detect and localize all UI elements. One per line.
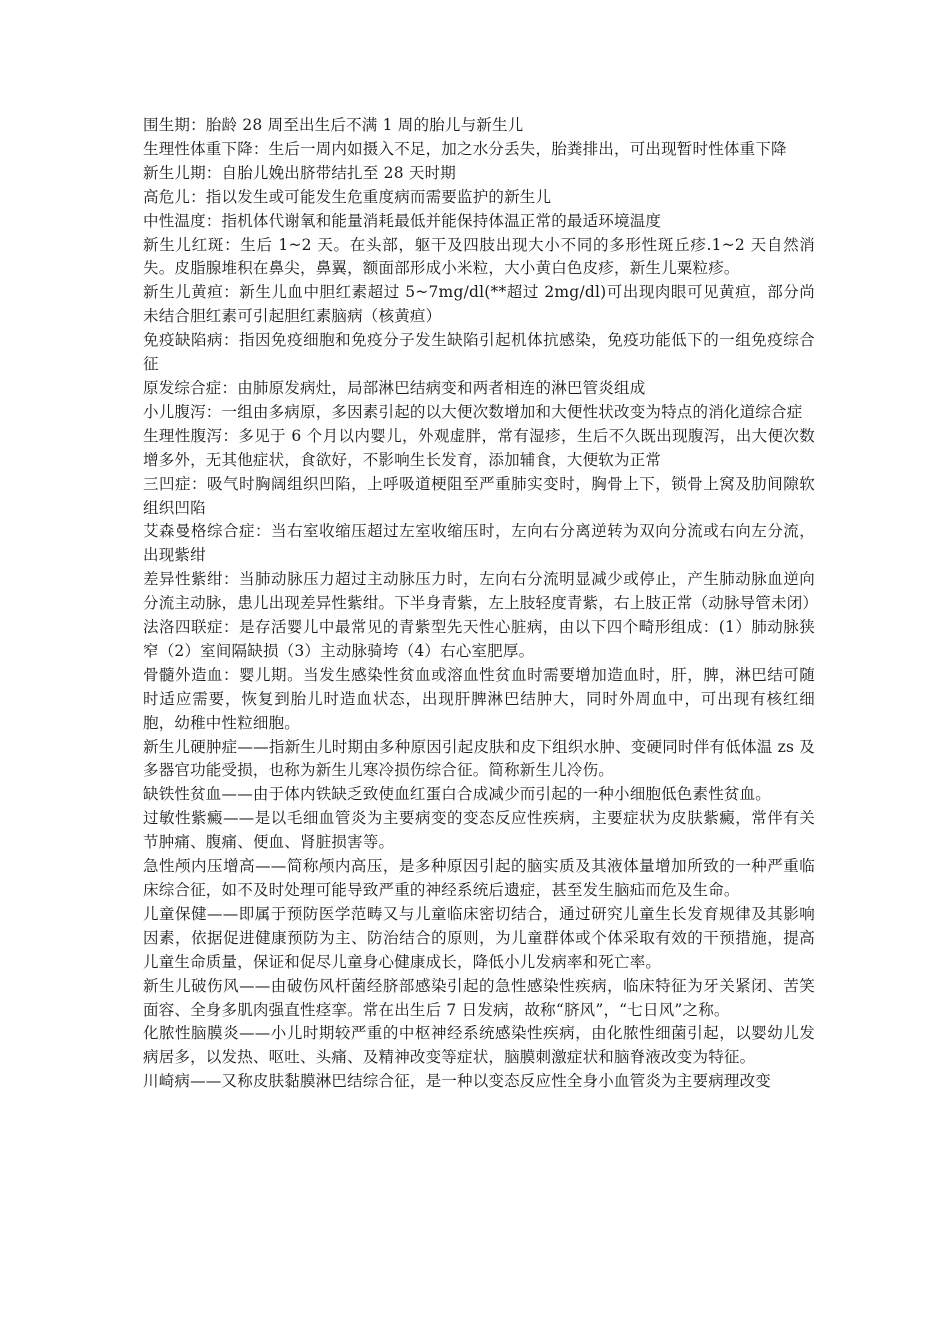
glossary-entry: 高危儿：指以发生或可能发生危重度病而需要监护的新生儿 (143, 187, 552, 206)
glossary-entry: 儿童保健——即属于预防医学范畴又与儿童临床密切结合，通过研究儿童生长发育规律及其影响因素，依据促进健康预防为主、防治结合的原则，为儿童群体或个体采取有效的干预措施，提高儿童生命质量，保证和促尽儿童身心健康成长，降低小儿发病率和死亡率。 (143, 904, 815, 971)
glossary-entry: 法洛四联症：是存活婴儿中最常见的青紫型先天性心脏病，由以下四个畸形组成：(1）肺动脉狭窄（2）室间隔缺损（3）主动脉骑垮（4）右心室肥厚。 (143, 618, 815, 660)
glossary-entry: 生理性腹泻：多见于 6 个月以内婴儿，外观虚胖，常有湿疹，生后不久既出现腹泻，出大便次数增多外，无其他症状，食欲好，不影响生长发育，添加辅食，大便软为正常 (143, 426, 815, 469)
glossary-entry: 过敏性紫癜——是以毛细血管炎为主要病变的变态反应性疾病，主要症状为皮肤紫癜，常伴有关节肿痛、腹痛、便血、肾脏损害等。 (143, 809, 815, 852)
glossary-entry: 围生期：胎龄 28 周至出生后不满 1 周的胎儿与新生儿 (143, 116, 524, 134)
glossary-entry: 新生儿黄疸：新生儿血中胆红素超过 5~7mg/dl(**超过 2mg/dl)可出现肉眼可见黄疸，部分尚未结合胆红素可引起胆红素脑病（核黄疸） (143, 283, 815, 326)
glossary-entry: 免疫缺陷病：指因免疫细胞和免疫分子发生缺陷引起机体抗感染，免疫功能低下的一组免疫综合征 (143, 331, 815, 374)
glossary-entry: 川崎病——又称皮肤黏膜淋巴结综合征，是一种以变态反应性全身小血管炎为主要病理改变 (143, 1072, 772, 1091)
glossary-entry: 新生儿硬肿症——指新生儿时期由多种原因引起皮肤和皮下组织水肿、变硬同时伴有低体温 zs 及多器官功能受损，也称为新生儿寒冷损伤综合征。简称新生儿冷伤。 (143, 737, 815, 780)
glossary-entry: 新生儿期：自胎儿娩出脐带结扎至 28 天时期 (143, 163, 456, 182)
glossary-entry: 新生儿破伤风——由破伤风杆菌经脐部感染引起的急性感染性疾病，临床特征为牙关紧闭、苦笑面容、全身多肌肉强直性痉挛。常在出生后 7 日发病，故称“脐风”，“七日风”之称。 (143, 976, 815, 1019)
glossary-entry: 小儿腹泻：一组由多病原，多因素引起的以大便次数增加和大便性状改变为特点的消化道综合症 (143, 402, 803, 421)
glossary-text (143, 114, 819, 1094)
glossary-entry: 艾森曼格综合症：当右室收缩压超过左室收缩压时，左向右分离逆转为双向分流或右向左分流，出现紫绀 (143, 522, 815, 565)
glossary-entry: 生理性体重下降：生后一周内如摄入不足，加之水分丢失，胎粪排出，可出现暂时性体重下降 (143, 139, 787, 158)
glossary-entry: 新生儿红斑：生后 1~2 天。在头部，躯干及四肢出现大小不同的多形性斑丘疹.1~2 天自然消失。皮脂腺堆积在鼻尖，鼻翼，额面部形成小米粒，大小黄白色皮疹，新生儿粟粒疹。 (143, 235, 815, 278)
glossary-entry: 三凹症：吸气时胸阔组织凹陷，上呼吸道梗阻至严重肺实变时，胸骨上下，锁骨上窝及肋间隙软组织凹陷 (143, 474, 815, 517)
glossary-entry: 骨髓外造血：婴儿期。当发生感染性贫血或溶血性贫血时需要增加造血时，肝，脾，淋巴结可随时适应需要，恢复到胎儿时造血状态，出现肝脾淋巴结肿大，同时外周血中，可出现有核红细胞，幼稚中性粒细胞。 (143, 665, 815, 732)
glossary-entry: 急性颅内压增高——简称颅内高压，是多种原因引起的脑实质及其液体量增加所致的一种严重临床综合征，如不及时处理可能导致严重的神经系统后遗症，甚至发生脑疝而危及生命。 (143, 857, 815, 899)
glossary-entry: 差异性紫绀：当肺动脉压力超过主动脉压力时，左向右分流明显减少或停止，产生肺动脉血逆向分流主动脉，患儿出现差异性紫绀。下半身青紫，左上肢轻度青紫，右上肢正常（动脉导管未闭） (143, 570, 819, 613)
glossary-entry: 原发综合症：由肺原发病灶，局部淋巴结病变和两者相连的淋巴管炎组成 (143, 378, 646, 397)
glossary-entry: 化脓性脑膜炎——小儿时期较严重的中枢神经系统感染性疾病，由化脓性细菌引起，以婴幼儿发病居多，以发热、呕吐、头痛、及精神改变等症状，脑膜刺激症状和脑脊液改变为特征。 (143, 1024, 815, 1067)
glossary-entry: 中性温度：指机体代谢氧和能量消耗最低并能保持体温正常的最适环境温度 (143, 211, 662, 230)
glossary-entry: 缺铁性贫血——由于体内铁缺乏致使血红蛋白合成减少而引起的一种小细胞低色素性贫血。 (143, 785, 772, 804)
